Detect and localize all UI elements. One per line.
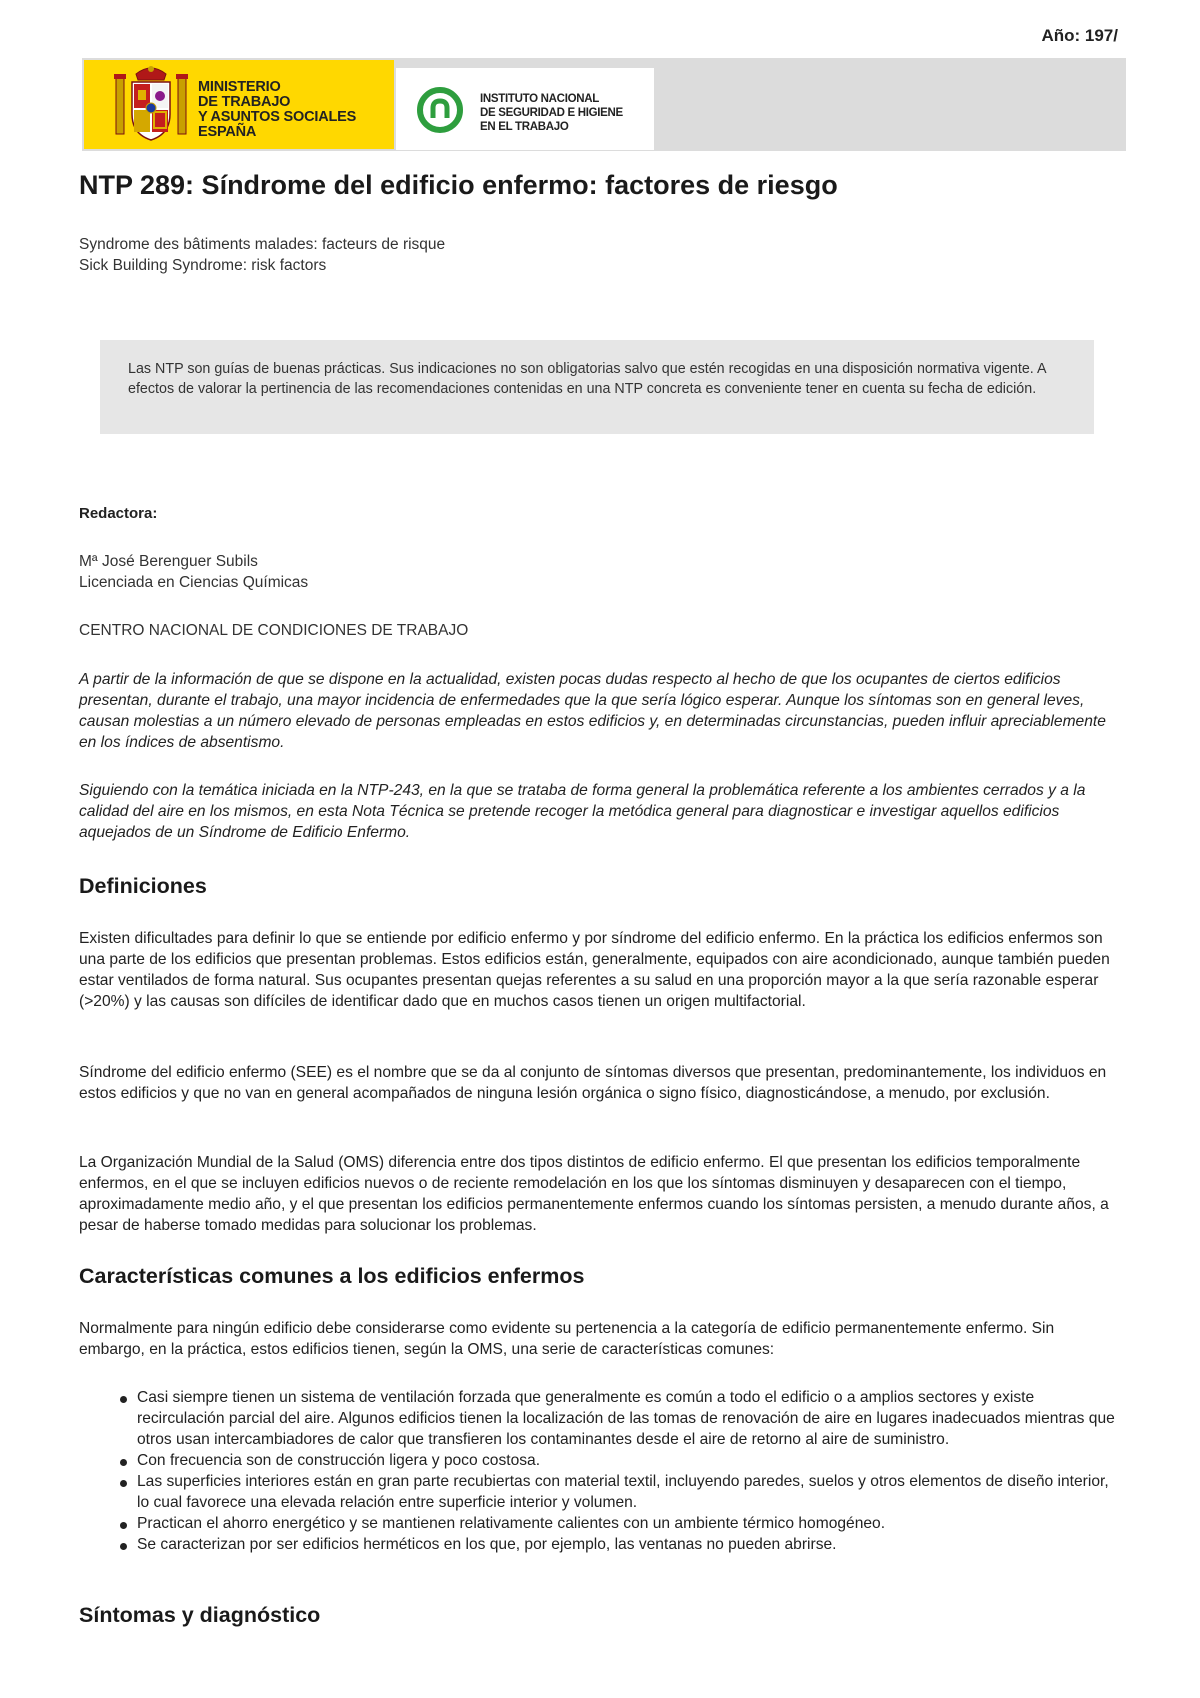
body-paragraph: La Organización Mundial de la Salud (OMS) diferencia entre dos tipos distintos de edificio enfermo. El que presentan los edificios temporalmente enfermos, en el que se incluyen edificios nuevos o de reciente remodelación en los que los síntomas disminuyen y desaparecen con el tiempo, aproximadamente medio año, y el que presentan los edificios permanentemente enfermos cuando los síntomas persisten, a menudo durante años, a pesar de haberse tomado medidas para solucionar los problemas. — [79, 1154, 1109, 1234]
bullet-icon — [120, 1543, 127, 1550]
list-item — [79, 1450, 1123, 1471]
header-banner — [82, 58, 1126, 151]
section-heading-definiciones: Definiciones — [79, 874, 207, 898]
institute-name — [480, 92, 623, 134]
center-name: CENTRO NACIONAL DE CONDICIONES DE TRABAJO — [79, 622, 469, 639]
list-item — [79, 1534, 1123, 1555]
institute-line: INSTITUTO NACIONAL — [480, 93, 599, 105]
ministry-logo — [84, 60, 394, 149]
body-paragraph: Normalmente para ningún edificio debe considerarse como evidente su pertenencia a la categoría de edificio permanentemente enfermo. Sin embargo, en la práctica, estos edificios tienen, según la OMS, una serie de características comunes: — [79, 1320, 1055, 1358]
bullet-icon — [120, 1396, 127, 1403]
list-item-text: Se caracterizan por ser edificios herméticos en los que, por ejemplo, las ventanas no pueden abrirse. — [137, 1536, 837, 1553]
ministry-line: DE TRABAJO — [198, 94, 291, 110]
list-item-text: Casi siempre tienen un sistema de ventilación forzada que generalmente es común a todo el edificio o a amplios sectores y existe recirculación parcial del aire. Algunos edificios tienen la localización de las tomas de renovación de aire en lugares inadecuados mientras que otros usan intercambiadores de calor que transfieren los contaminantes desde el aire de retorno al aire de suministro. — [137, 1389, 1115, 1448]
redactora-label: Redactora: — [79, 505, 158, 522]
section-heading-caracteristicas: Características comunes a los edificios enfermos — [79, 1264, 585, 1288]
institute-line: DE SEGURIDAD E HIGIENE — [480, 107, 623, 119]
institute-line: EN EL TRABAJO — [480, 121, 569, 133]
institute-logo — [396, 68, 654, 150]
ministry-line: Y ASUNTOS SOCIALES — [198, 109, 357, 125]
notice-box: Las NTP son guías de buenas prácticas. Sus indicaciones no son obligatorias salvo que estén recogidas en una disposición normativa vigente. A efectos de valorar la pertinencia de las recomendaciones contenidas en una NTP concreta es conveniente tener en cuenta su fecha de edición. — [100, 340, 1094, 434]
list-item-text: Las superficies interiores están en gran parte recubiertas con material textil, incluyendo paredes, suelos y otros elementos de diseño interior, lo cual favorece una elevada relación entre superficie interior y volumen. — [137, 1473, 1109, 1511]
bullet-icon — [120, 1480, 127, 1487]
author-block — [79, 551, 308, 593]
author-degree: Licenciada en Ciencias Químicas — [79, 574, 309, 591]
section-heading-sintomas: Síntomas y diagnóstico — [79, 1603, 321, 1627]
ministry-name — [198, 80, 356, 140]
list-item — [79, 1387, 1123, 1450]
coat-of-arms-icon — [114, 64, 188, 144]
body-paragraph: Síndrome del edificio enfermo (SEE) es el nombre que se da al conjunto de síntomas diversos que presentan, predominantemente, los individuos en estos edificios y que no van en general acompañados de ninguna lesión orgánica o signo físico, diagnosticándose, a menudo, por exclusión. — [79, 1064, 1107, 1102]
document-title: NTP 289: Síndrome del edificio enfermo: factores de riesgo — [79, 170, 838, 200]
body-paragraph: Existen dificultades para definir lo que se entiende por edificio enfermo y por síndrome del edificio enfermo. En la práctica los edificios enfermos son una parte de los edificios que presentan problemas. Estos edificios están, generalmente, equipados con aire acondicionado, aunque también pueden estar ventilados de forma natural. Sus ocupantes presentan quejas referentes a su salud en una proporción mayor a la que sería razonable esperar (>20%) y las causas son difíciles de identificar dado que en muchos casos tienen un origen multifactorial. — [79, 930, 1110, 1010]
subtitle-french: Syndrome des bâtiments malades: facteurs de risque — [79, 236, 446, 253]
list-item — [79, 1513, 1123, 1534]
author-name: Mª José Berenguer Subils — [79, 553, 258, 570]
list-item — [79, 1471, 1123, 1513]
ministry-line: MINISTERIO — [198, 79, 281, 95]
intro-paragraph: A partir de la información de que se dispone en la actualidad, existen pocas dudas respecto al hecho de que los ocupantes de ciertos edificios presentan, durante el trabajo, una mayor incidencia de enfermedades que la que sería lógico esperar. Aunque los síntomas son en general leves, causan molestias a un número elevado de personas empleadas en estos edificios y, en determinadas circunstancias, pueden influir apreciablemente en los índices de absentismo. — [79, 671, 1106, 751]
list-item-text: Con frecuencia son de construcción ligera y poco costosa. — [137, 1452, 541, 1469]
bullet-icon — [120, 1522, 127, 1529]
subtitle-english: Sick Building Syndrome: risk factors — [79, 257, 327, 274]
characteristics-list — [79, 1387, 1123, 1555]
ministry-line: ESPAÑA — [198, 124, 257, 140]
list-item-text: Practican el ahorro energético y se mantienen relativamente calientes con un ambiente térmico homogéneo. — [137, 1515, 886, 1532]
intro-paragraph: Siguiendo con la temática iniciada en la NTP-243, en la que se trataba de forma general la problemática referente a los ambientes cerrados y a la calidad del aire en los mismos, en esta Nota Técnica se pretende recoger la metódica general para diagnosticar e investigar aquellos edificios aquejados de un Síndrome de Edificio Enfermo. — [79, 782, 1086, 841]
bullet-icon — [120, 1459, 127, 1466]
insht-emblem-icon — [416, 86, 464, 134]
year-label: Año: 197/ — [1041, 26, 1118, 45]
subtitles — [79, 234, 445, 276]
